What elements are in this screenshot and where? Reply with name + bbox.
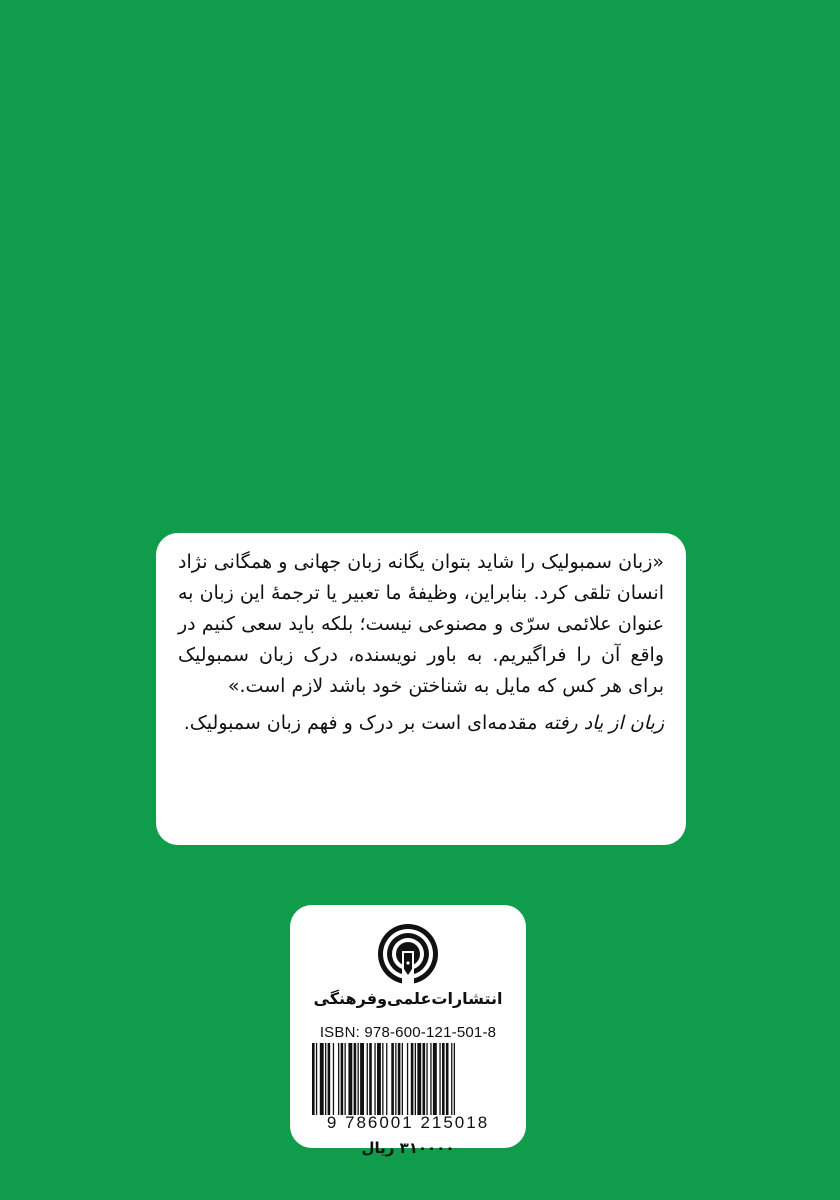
barcode-bar [398, 1043, 401, 1115]
price-label: ۳۱۰۰۰۰ ریال [361, 1139, 455, 1157]
barcode-bar [411, 1043, 414, 1115]
barcode-bar [442, 1043, 445, 1115]
pen-nib-circles-icon [377, 923, 439, 985]
barcode-bar [367, 1043, 368, 1115]
barcode-bar [360, 1043, 364, 1115]
barcode-bar [426, 1043, 427, 1115]
barcode-bar [333, 1043, 334, 1115]
barcode-bar [354, 1043, 357, 1115]
barcode-bar [320, 1043, 324, 1115]
publisher-name: انتشارات‌علمی‌وفرهنگی [313, 989, 503, 1008]
barcode-bar [454, 1043, 455, 1115]
book-title-italic: زبان از یاد رفته [543, 712, 664, 734]
barcode-bar [433, 1043, 437, 1115]
barcode [310, 1043, 506, 1115]
barcode-bar [382, 1043, 383, 1115]
barcode-bar [325, 1043, 326, 1115]
barcode-bar [312, 1043, 315, 1115]
barcode-bar [451, 1043, 452, 1115]
barcode-bar [316, 1043, 317, 1115]
barcode-bar [391, 1043, 394, 1115]
barcode-bar [348, 1043, 352, 1115]
isbn-label: ISBN: 978-600-121-501-8 [319, 1024, 497, 1041]
blurb-panel [156, 533, 686, 845]
barcode-bar [430, 1043, 431, 1115]
barcode-bar [415, 1043, 416, 1115]
barcode-bar [369, 1043, 372, 1115]
barcode-bar [423, 1043, 426, 1115]
barcode-bar [407, 1043, 408, 1115]
blurb-quote: «زبان سمبولیک را شاید بتوان یگانه زبان جهانی و همگانی نژاد انسان تلقی کرد. بنابراین، وظیفهٔ ما تعبیر یا ترجمهٔ این زبان به عنوان علائمی سرّی و مصنوعی نیست؛ بلکه باید سعی کنیم در واقع آن را فراگیریم. به باور نویسنده، درک زبان سمبولیک برای هر کس که مایل به شناختن خود باشد لازم است.» [178, 551, 664, 697]
barcode-bar [358, 1043, 359, 1115]
publisher-panel [290, 905, 526, 1157]
barcode-bar [328, 1043, 331, 1115]
blurb-summary [178, 708, 664, 739]
barcode-bar [439, 1043, 440, 1115]
barcode-bar [402, 1043, 403, 1115]
barcode-bar [345, 1043, 346, 1115]
barcode-bar [395, 1043, 396, 1115]
barcode-bar [417, 1043, 421, 1115]
barcode-bar [338, 1043, 339, 1115]
barcode-bar [341, 1043, 344, 1115]
summary-text: مقدمه‌ای است بر درک و فهم زبان سمبولیک. [183, 712, 544, 734]
barcode-bar [446, 1043, 449, 1115]
barcode-bar [386, 1043, 387, 1115]
barcode-bar [374, 1043, 375, 1115]
barcode-bar [377, 1043, 381, 1115]
barcode-digits: 9 786001 215018 [326, 1113, 490, 1132]
